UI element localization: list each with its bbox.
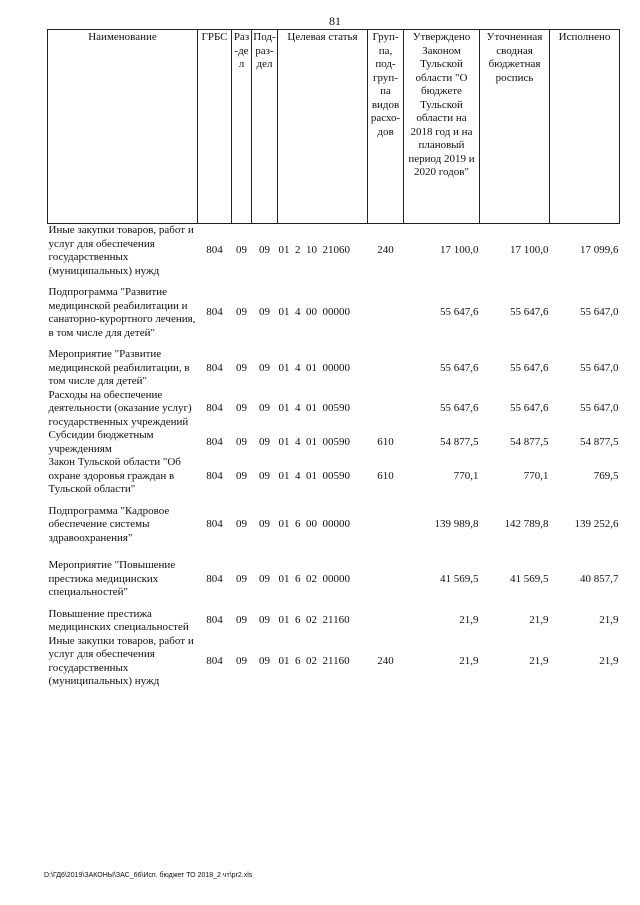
row-target: 01 6 02 21160 [278, 614, 350, 627]
row-podrazdel: 09 [259, 614, 270, 627]
row-grbs: 804 [206, 435, 223, 448]
row-razdel: 09 [236, 361, 247, 374]
row-podrazdel: 09 [259, 435, 270, 448]
table-row [48, 429, 620, 456]
row-target: 01 4 01 00000 [278, 361, 350, 374]
row-approved: 55 647,6 [440, 306, 479, 319]
table-row [48, 389, 620, 430]
header-razdel: Раз-дел [232, 30, 252, 224]
row-refined: 55 647,6 [510, 402, 549, 414]
row-razdel: 09 [236, 614, 247, 627]
row-approved: 17 100,0 [440, 244, 479, 257]
row-refined: 21,9 [529, 614, 549, 627]
row-podrazdel: 09 [259, 306, 270, 319]
row-group: 610 [377, 435, 394, 448]
row-target: 01 4 01 00590 [278, 402, 350, 414]
row-executed: 55 647,0 [580, 306, 619, 319]
row-name: Мероприятие "Повышение престижа медицинских специальностей" [48, 559, 176, 598]
row-name: Субсидии бюджетным учреждениям [48, 429, 154, 455]
row-group: 610 [377, 469, 394, 482]
row-spacer [48, 600, 620, 608]
row-spacer [48, 340, 620, 348]
table-row [48, 608, 620, 635]
row-spacer [48, 278, 620, 286]
row-approved: 21,9 [459, 654, 479, 667]
row-executed: 769,5 [593, 469, 619, 482]
row-refined: 41 569,5 [510, 572, 549, 585]
row-name: Подпрограмма "Кадровое обеспечение системы здравоохранения" [48, 504, 170, 544]
row-refined: 55 647,6 [510, 361, 549, 374]
row-target: 01 4 01 00590 [278, 435, 350, 448]
row-group: 240 [377, 654, 394, 667]
header-approved: Утверждено Законом Тульской области "О бюджете Тульской области на 2018 год и на плановый период 2019 и 2020 годов" [404, 30, 480, 224]
row-grbs: 804 [206, 614, 223, 627]
row-executed: 139 252,6 [574, 518, 619, 530]
row-name: Повышение престижа медицинских специальностей [48, 607, 189, 633]
row-podrazdel: 09 [259, 654, 270, 667]
row-group [368, 608, 404, 635]
row-name: Закон Тульской области "Об охране здоровья граждан в Тульской области" [48, 456, 181, 495]
row-executed: 54 877,5 [580, 435, 619, 448]
row-grbs: 804 [206, 572, 223, 585]
row-name: Расходы на обеспечение деятельности (оказание услуг) государственных учреждений [48, 388, 192, 428]
header-name: Наименование [48, 30, 198, 224]
row-name: Мероприятие "Развитие медицинской реабилитации, в том числе для детей" [48, 348, 190, 387]
row-target: 01 6 02 00000 [278, 572, 350, 585]
row-target: 01 6 00 00000 [278, 518, 350, 530]
row-podrazdel: 09 [259, 244, 270, 257]
row-name: Иные закупки товаров, работ и услуг для обеспечения государственных (муниципальных) нужд [48, 224, 194, 277]
table-row [48, 505, 620, 546]
row-grbs: 804 [206, 654, 223, 667]
row-target: 01 6 02 21160 [278, 654, 350, 667]
row-refined: 21,9 [529, 654, 549, 667]
row-executed: 17 099,6 [580, 244, 619, 257]
row-executed: 21,9 [599, 654, 619, 667]
row-target: 01 4 01 00590 [278, 469, 350, 482]
row-approved: 139 989,8 [434, 518, 479, 530]
row-executed: 21,9 [599, 614, 619, 627]
row-group [368, 505, 404, 546]
row-approved: 54 877,5 [440, 435, 479, 448]
budget-table [47, 29, 620, 689]
row-name: Подпрограмма "Развитие медицинской реабилитации и санаторно-курортного лечения, в том числе для детей" [48, 286, 196, 339]
row-refined: 54 877,5 [510, 435, 549, 448]
row-spacer [48, 545, 620, 559]
row-razdel: 09 [236, 518, 247, 530]
table-row [48, 635, 620, 689]
header-podrazdel: Под-раз-дел [252, 30, 278, 224]
row-approved: 770,1 [453, 469, 479, 482]
row-grbs: 804 [206, 306, 223, 319]
row-refined: 142 789,8 [504, 518, 549, 530]
row-approved: 55 647,6 [440, 402, 479, 414]
row-podrazdel: 09 [259, 402, 270, 414]
row-executed: 40 857,7 [580, 572, 619, 585]
row-grbs: 804 [206, 518, 223, 530]
row-refined: 770,1 [523, 469, 549, 482]
row-refined: 17 100,0 [510, 244, 549, 257]
row-executed: 55 647,0 [580, 402, 619, 414]
row-grbs: 804 [206, 244, 223, 257]
file-path-footer: D:\ГД6\2019\ЗАКОНЫ\ЗАС_66\Исп. бюджет ТО 2018_2 чт\pr2.xls [44, 872, 253, 879]
row-approved: 41 569,5 [440, 572, 479, 585]
table-row [48, 224, 620, 279]
row-razdel: 09 [236, 306, 247, 319]
row-podrazdel: 09 [259, 518, 270, 530]
row-podrazdel: 09 [259, 469, 270, 482]
header-row [48, 30, 620, 224]
row-refined: 55 647,6 [510, 306, 549, 319]
row-group [368, 389, 404, 430]
row-approved: 55 647,6 [440, 361, 479, 374]
row-razdel: 09 [236, 244, 247, 257]
table-row [48, 286, 620, 340]
row-target: 01 2 10 21060 [278, 244, 350, 257]
row-podrazdel: 09 [259, 361, 270, 374]
row-razdel: 09 [236, 572, 247, 585]
row-razdel: 09 [236, 435, 247, 448]
row-executed: 55 647,0 [580, 361, 619, 374]
row-group [368, 348, 404, 389]
header-grbs: ГРБС [198, 30, 232, 224]
row-grbs: 804 [206, 469, 223, 482]
header-group: Груп-па, под-груп-па видов расхо-дов [368, 30, 404, 224]
table-row [48, 348, 620, 389]
row-group: 240 [377, 244, 394, 257]
row-grbs: 804 [206, 402, 223, 414]
row-spacer [48, 497, 620, 505]
table-row [48, 559, 620, 600]
row-group [368, 559, 404, 600]
row-razdel: 09 [236, 654, 247, 667]
header-executed: Исполнено [550, 30, 620, 224]
row-podrazdel: 09 [259, 572, 270, 585]
row-name: Иные закупки товаров, работ и услуг для обеспечения государственных (муниципальных) нужд [48, 634, 194, 687]
table-row [48, 456, 620, 497]
page-number: 81 [329, 14, 341, 28]
row-razdel: 09 [236, 469, 247, 482]
row-target: 01 4 00 00000 [278, 306, 350, 319]
header-target: Целевая статья [278, 30, 368, 224]
header-refined: Уточненная сводная бюджетная роспись [480, 30, 550, 224]
row-approved: 21,9 [459, 614, 479, 627]
row-group [368, 286, 404, 340]
row-grbs: 804 [206, 361, 223, 374]
row-razdel: 09 [236, 402, 247, 414]
